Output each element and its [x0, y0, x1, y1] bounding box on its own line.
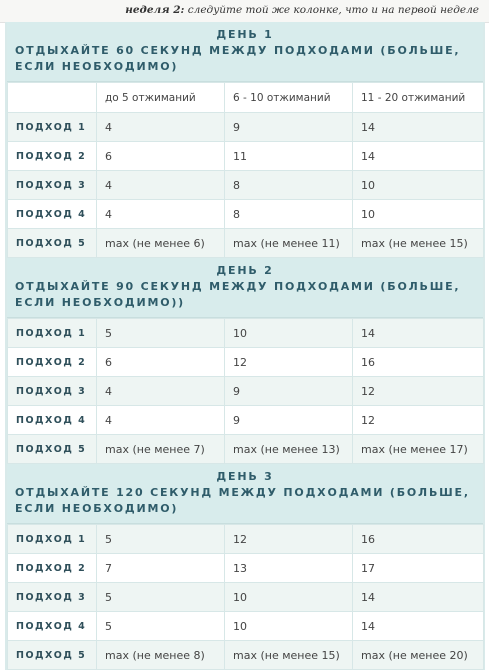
reps-cell: 5	[97, 612, 225, 641]
set-label: ПОДХОД 5	[8, 435, 97, 464]
reps-cell: 6	[97, 348, 225, 377]
column-header: 6 - 10 отжиманий	[225, 83, 353, 113]
column-header-row	[8, 83, 484, 113]
day-header	[7, 464, 483, 524]
reps-cell: 10	[225, 319, 353, 348]
set-label: ПОДХОД 1	[8, 525, 97, 554]
day-title: ДЕНЬ 1	[216, 28, 274, 41]
table-row	[8, 406, 484, 435]
week-note	[125, 4, 479, 16]
set-label: ПОДХОД 5	[8, 641, 97, 670]
reps-cell: 17	[353, 554, 484, 583]
reps-cell: max (не менее 7)	[97, 435, 225, 464]
rest-instruction: ОТДЫХАЙТЕ 90 СЕКУНД МЕЖДУ ПОДХОДАМИ (БОЛЬШЕ, ЕСЛИ НЕОБХОДИМО))	[15, 280, 461, 309]
reps-cell: 9	[225, 377, 353, 406]
day-header	[7, 258, 483, 318]
reps-cell: 7	[97, 554, 225, 583]
reps-cell: 4	[97, 171, 225, 200]
reps-cell: max (не менее 17)	[353, 435, 484, 464]
reps-cell: 12	[353, 406, 484, 435]
set-label: ПОДХОД 4	[8, 612, 97, 641]
set-label: ПОДХОД 1	[8, 319, 97, 348]
table-row	[8, 583, 484, 612]
reps-cell: 5	[97, 583, 225, 612]
table-row	[8, 641, 484, 670]
reps-cell: max (не менее 13)	[225, 435, 353, 464]
set-label: ПОДХОД 3	[8, 377, 97, 406]
set-label: ПОДХОД 4	[8, 200, 97, 229]
reps-cell: 16	[353, 525, 484, 554]
set-label: ПОДХОД 2	[8, 348, 97, 377]
reps-cell: 16	[353, 348, 484, 377]
set-label: ПОДХОД 2	[8, 142, 97, 171]
reps-cell: max (не менее 6)	[97, 229, 225, 258]
table-row	[8, 435, 484, 464]
reps-cell: 5	[97, 525, 225, 554]
table-row	[8, 525, 484, 554]
reps-cell: 14	[353, 583, 484, 612]
table-row	[8, 229, 484, 258]
set-label: ПОДХОД 5	[8, 229, 97, 258]
reps-cell: 9	[225, 113, 353, 142]
reps-cell: 11	[225, 142, 353, 171]
reps-cell: max (не менее 8)	[97, 641, 225, 670]
reps-cell: 8	[225, 171, 353, 200]
table-row	[8, 348, 484, 377]
reps-cell: max (не менее 11)	[225, 229, 353, 258]
day-title: ДЕНЬ 3	[216, 470, 274, 483]
reps-cell: 12	[225, 348, 353, 377]
table-row	[8, 200, 484, 229]
reps-cell: 13	[225, 554, 353, 583]
workout-table	[5, 22, 485, 670]
reps-cell: 12	[353, 377, 484, 406]
blank-cell	[8, 83, 97, 113]
reps-cell: 10	[353, 171, 484, 200]
sets-table	[7, 524, 484, 670]
reps-cell: max (не менее 20)	[353, 641, 484, 670]
set-label: ПОДХОД 4	[8, 406, 97, 435]
reps-cell: 4	[97, 406, 225, 435]
reps-cell: 4	[97, 200, 225, 229]
week-note-bar	[0, 0, 489, 23]
reps-cell: 14	[353, 319, 484, 348]
reps-cell: 10	[353, 200, 484, 229]
day-header	[7, 22, 483, 82]
reps-cell: 6	[97, 142, 225, 171]
sets-table	[7, 82, 484, 258]
set-label: ПОДХОД 3	[8, 583, 97, 612]
reps-cell: max (не менее 15)	[225, 641, 353, 670]
table-row	[8, 142, 484, 171]
column-header: до 5 отжиманий	[97, 83, 225, 113]
day-title: ДЕНЬ 2	[216, 264, 274, 277]
reps-cell: 12	[225, 525, 353, 554]
reps-cell: 4	[97, 113, 225, 142]
reps-cell: 14	[353, 113, 484, 142]
rest-instruction: ОТДЫХАЙТЕ 120 СЕКУНД МЕЖДУ ПОДХОДАМИ (БОЛЬШЕ, ЕСЛИ НЕОБХОДИМО)	[15, 486, 470, 515]
reps-cell: 5	[97, 319, 225, 348]
reps-cell: 10	[225, 612, 353, 641]
rest-instruction: ОТДЫХАЙТЕ 60 СЕКУНД МЕЖДУ ПОДХОДАМИ (БОЛЬШЕ, ЕСЛИ НЕОБХОДИМО)	[15, 44, 461, 73]
reps-cell: 8	[225, 200, 353, 229]
week-note-text: следуйте той же колонке, что и на первой неделе	[187, 4, 479, 16]
table-row	[8, 113, 484, 142]
reps-cell: 14	[353, 142, 484, 171]
table-row	[8, 612, 484, 641]
set-label: ПОДХОД 2	[8, 554, 97, 583]
table-row	[8, 377, 484, 406]
table-row	[8, 171, 484, 200]
set-label: ПОДХОД 1	[8, 113, 97, 142]
reps-cell: 4	[97, 377, 225, 406]
table-row	[8, 319, 484, 348]
table-row	[8, 554, 484, 583]
set-label: ПОДХОД 3	[8, 171, 97, 200]
column-header: 11 - 20 отжиманий	[353, 83, 484, 113]
reps-cell: 10	[225, 583, 353, 612]
week-note-label: неделя 2:	[125, 4, 185, 16]
sets-table	[7, 318, 484, 464]
reps-cell: max (не менее 15)	[353, 229, 484, 258]
reps-cell: 14	[353, 612, 484, 641]
reps-cell: 9	[225, 406, 353, 435]
